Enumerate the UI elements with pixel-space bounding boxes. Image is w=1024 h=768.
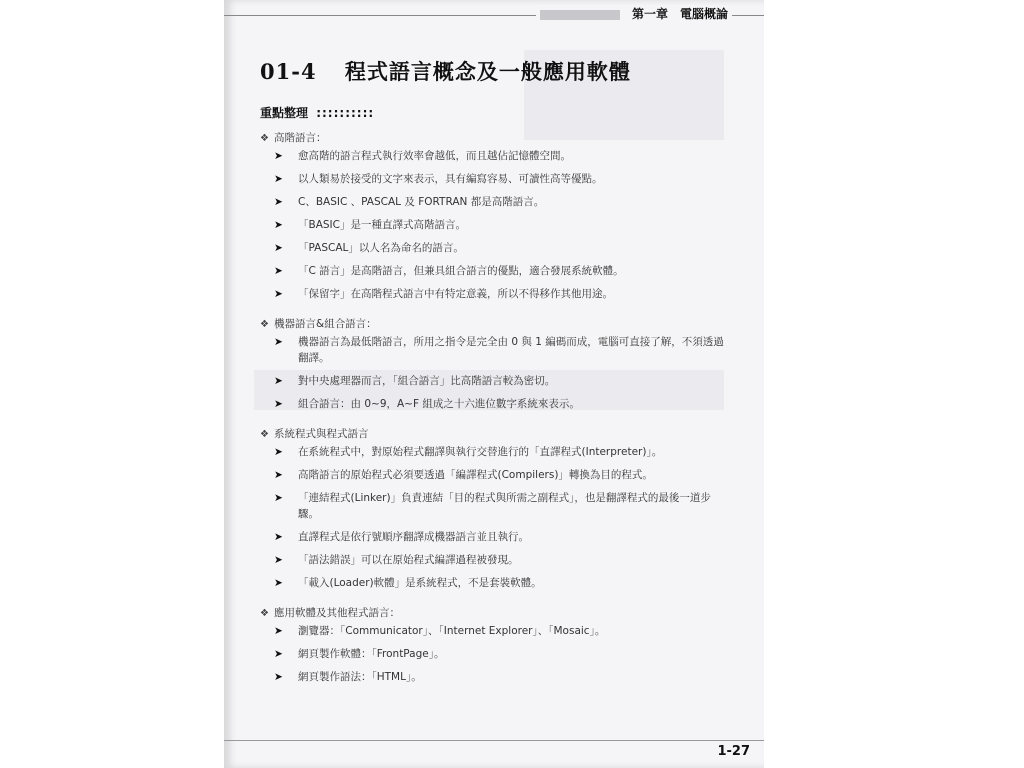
list-item-text: 「BASIC」是一種直譯式高階語言。 [298, 219, 466, 231]
group-heading-text: 機器語言&組合語言： [274, 318, 377, 330]
point-group [260, 603, 730, 685]
header-tag-graphic [540, 10, 620, 20]
section-title: 程式語言概念及一般應用軟體 [344, 59, 631, 84]
arrow-bullet-icon: ➤ [274, 242, 283, 254]
list-item [274, 194, 730, 210]
list-item [274, 467, 730, 483]
list-item [274, 148, 730, 164]
key-points-list [260, 128, 730, 697]
list-item-text: C、BASIC 、PASCAL 及 FORTRAN 都是高階語言。 [298, 196, 545, 208]
arrow-bullet-icon: ➤ [274, 196, 283, 208]
chapter-title: 第一章 電腦概論 [631, 7, 728, 21]
group-heading-text: 系統程式與程式語言 [274, 428, 369, 440]
list-item-text: 網頁製作語法：「HTML」。 [298, 671, 422, 683]
arrow-bullet-icon: ➤ [274, 625, 283, 637]
list-item [274, 552, 730, 568]
list-item-text: 「連結程式(Linker)」負責連結「目的程式與所需之副程式」，也是翻譯程式的最後一道步驟。 [298, 492, 711, 520]
list-item-text: 直譯程式是依行號順序翻譯成機器語言並且執行。 [298, 531, 529, 543]
arrow-bullet-icon: ➤ [274, 554, 283, 566]
list-item [274, 171, 730, 187]
arrow-bullet-icon: ➤ [274, 375, 283, 387]
point-group [260, 424, 730, 591]
list-item [274, 373, 730, 389]
list-item-text: 「語法錯誤」可以在原始程式編譯過程被發現。 [298, 554, 519, 566]
list-item-text: 愈高階的語言程式執行效率會越低，而且越佔記憶體空間。 [298, 150, 571, 162]
key-points-label [260, 104, 374, 121]
arrow-bullet-icon: ➤ [274, 150, 283, 162]
list-item-text: 機器語言為最低階語言，所用之指令是完全由 0 與 1 編碼而成，電腦可直接了解，不須透過翻譯。 [298, 336, 724, 364]
key-points-text: 重點整理 [260, 106, 309, 120]
list-item [274, 286, 730, 302]
group-heading-text: 高階語言： [274, 132, 327, 144]
group-heading [260, 603, 730, 623]
list-item [274, 396, 730, 412]
key-points-dots: :::::::::: [316, 106, 375, 120]
list-item [274, 646, 730, 662]
list-item-text: 「C 語言」是高階語言，但兼具組合語言的優點，適合發展系統軟體。 [298, 265, 624, 277]
page-title [260, 56, 631, 86]
section-number: 01-4 [260, 59, 317, 84]
running-header [536, 5, 732, 22]
group-heading [260, 128, 730, 148]
arrow-bullet-icon: ➤ [274, 398, 283, 410]
list-item-text: 組合語言：由 0~9，A~F 組成之十六進位數字系統來表示。 [298, 398, 580, 410]
point-group [260, 128, 730, 302]
footer-rule [224, 740, 764, 741]
diamond-bullet-icon: ❖ [260, 429, 269, 440]
page-number: 1-27 [717, 744, 750, 759]
book-page [224, 0, 764, 768]
diamond-bullet-icon: ❖ [260, 608, 269, 619]
list-item-text: 「載入(Loader)軟體」是系統程式，不是套裝軟體。 [298, 577, 542, 589]
list-item [274, 669, 730, 685]
list-item [274, 263, 730, 279]
list-item-text: 對中央處理器而言，「組合語言」比高階語言較為密切。 [298, 375, 556, 387]
arrow-bullet-icon: ➤ [274, 446, 283, 458]
group-heading [260, 424, 730, 444]
list-item [274, 444, 730, 460]
list-item [274, 334, 730, 366]
arrow-bullet-icon: ➤ [274, 173, 283, 185]
diamond-bullet-icon: ❖ [260, 319, 269, 330]
arrow-bullet-icon: ➤ [274, 671, 283, 683]
group-heading [260, 314, 730, 334]
list-item-text: 「PASCAL」以人名為命名的語言。 [298, 242, 464, 254]
arrow-bullet-icon: ➤ [274, 265, 283, 277]
list-item-text: 以人類易於接受的文字來表示，具有編寫容易、可讀性高等優點。 [298, 173, 603, 185]
arrow-bullet-icon: ➤ [274, 577, 283, 589]
arrow-bullet-icon: ➤ [274, 288, 283, 300]
list-item-text: 高階語言的原始程式必須要透過「編譯程式(Compilers)」轉換為目的程式。 [298, 469, 653, 481]
arrow-bullet-icon: ➤ [274, 219, 283, 231]
list-item [274, 490, 730, 522]
arrow-bullet-icon: ➤ [274, 492, 283, 504]
list-item-text: 網頁製作軟體：「FrontPage」。 [298, 648, 445, 660]
list-item-text: 「保留字」在高階程式語言中有特定意義，所以不得移作其他用途。 [298, 288, 613, 300]
list-item-text: 瀏覽器：「Communicator」、「Internet Explorer」、「Mosaic」。 [298, 625, 606, 637]
arrow-bullet-icon: ➤ [274, 648, 283, 660]
list-item [274, 575, 730, 591]
arrow-bullet-icon: ➤ [274, 469, 283, 481]
point-group [260, 314, 730, 412]
list-item-text: 在系統程式中，對原始程式翻譯與執行交替進行的「直譯程式(Interpreter)」。 [298, 446, 663, 458]
list-item [274, 217, 730, 233]
arrow-bullet-icon: ➤ [274, 336, 283, 348]
group-heading-text: 應用軟體及其他程式語言： [274, 607, 400, 619]
list-item [274, 623, 730, 639]
arrow-bullet-icon: ➤ [274, 531, 283, 543]
diamond-bullet-icon: ❖ [260, 133, 269, 144]
list-item [274, 529, 730, 545]
list-item [274, 240, 730, 256]
